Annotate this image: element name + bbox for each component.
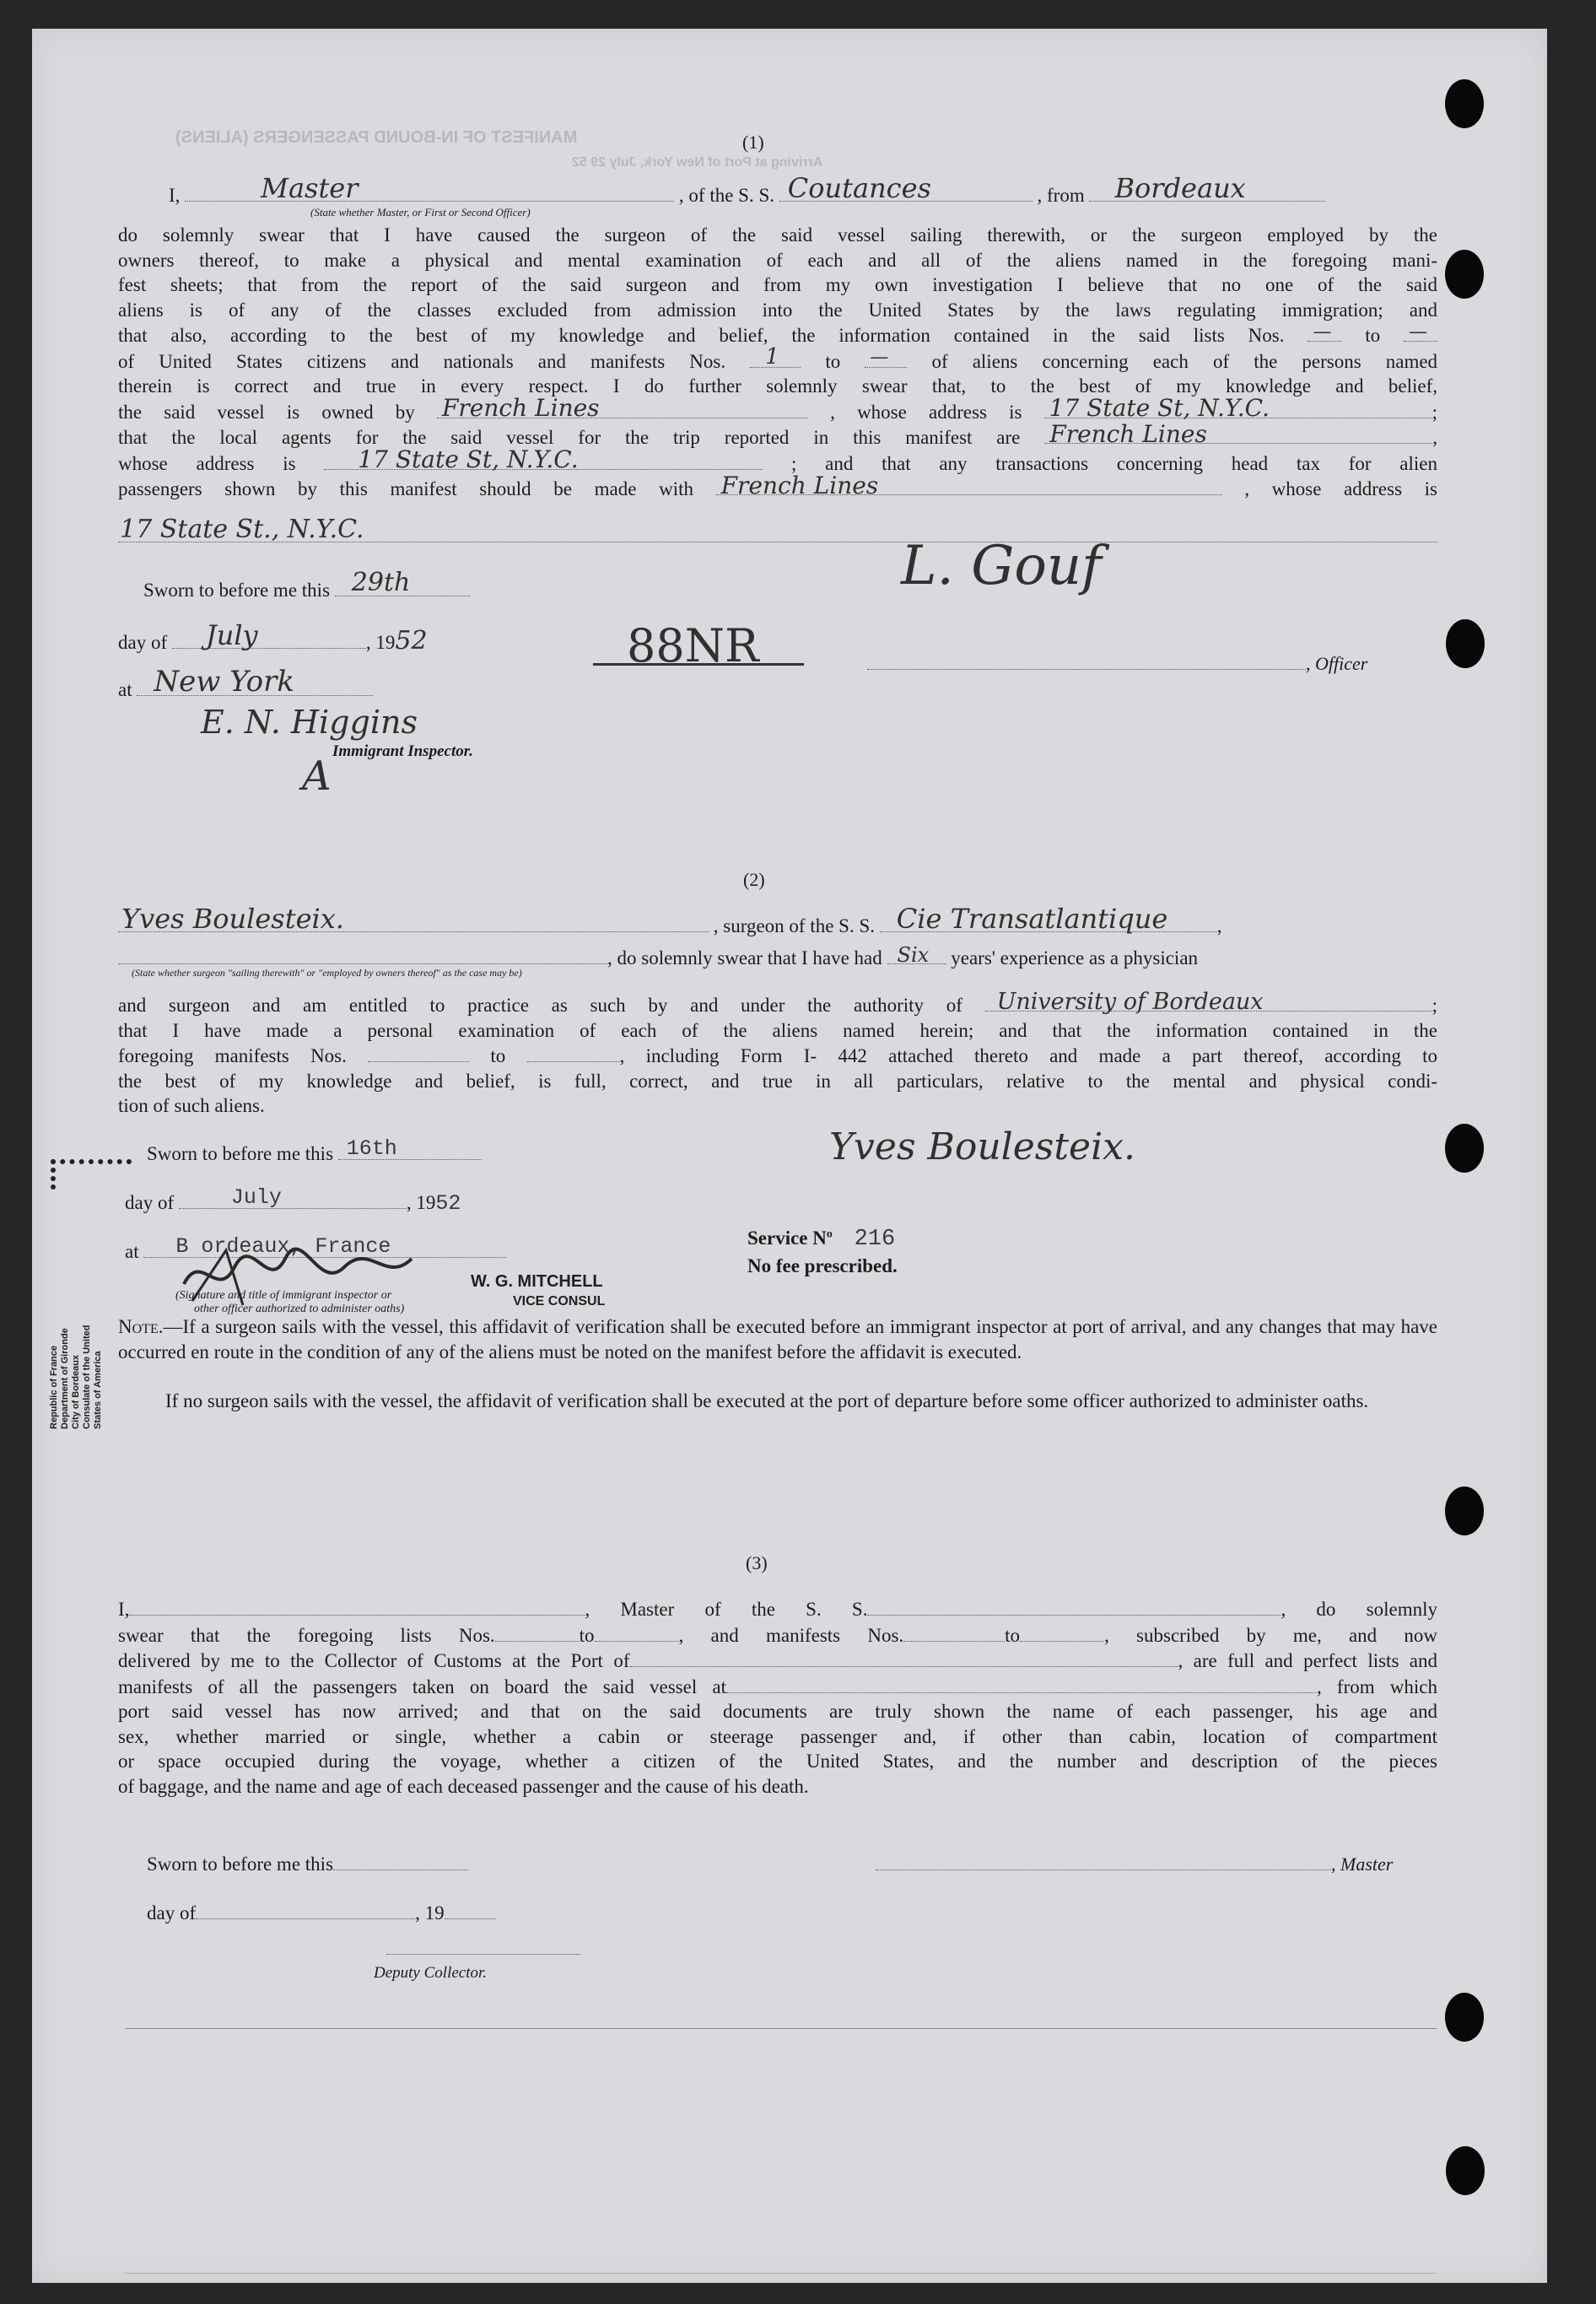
lists-from-field: — [1308, 322, 1341, 342]
port-field [1089, 172, 1325, 204]
head-tax-address: 17 State St., N.Y.C. [120, 515, 364, 544]
authority-field: University of Bordeaux [985, 992, 1432, 1012]
surgeon-line: Yves Boulesteix. , surgeon of the S. S. Cie Transatlantique , [118, 913, 1222, 937]
sworn-place: New York [154, 665, 294, 699]
sworn-year: 52 [395, 626, 428, 656]
master-field [185, 172, 674, 204]
punch-hole [1446, 2146, 1485, 2195]
collector-signature-line [386, 1954, 580, 1955]
sworn-month: July [205, 619, 258, 651]
port-value: Bordeaux [1114, 172, 1246, 204]
at-line: at New York [118, 677, 373, 701]
sworn-day: 29th [351, 568, 411, 597]
consul-stamp-name: W. G. MITCHELL [471, 1272, 603, 1291]
manifests-from-field: 1 [750, 348, 801, 368]
seal-perforation [51, 1159, 132, 1190]
sworn-line: Sworn to before me this 29th [143, 577, 470, 602]
master-value: Master [261, 172, 359, 204]
owner-address-field: 17 State St, N.Y.C. [1044, 399, 1432, 418]
collector-paragraph: I, , Master of the S. S. , do solemnly swear that the foregoing lists Nos. to , and manifests Nos. to , subscribed by me, and now delivered by me to the Collector of Customs at the Port of , are full and perfect lists and manifests of all the passengers taken on board the said vessel at , from which port said vessel has now arrived; and that on the said documents are truly shown the name of each passenger, his age and sex, whether married or single, whether a cabin or steerage passenger and, if other than cabin, location of compartment or space occupied during the voyage, whether a citizen of the United States, and the number and description of the pieces of baggage, and the name and age of each deceased passenger and the cause of his death. [118, 1596, 1437, 1799]
surgeon-paragraph: and surgeon and am entitled to practice as such by and under the authority of University of Bordeaux ; that I have made a personal examination of each of the aliens named herein; and that the information contained in the foregoing manifests Nos. to , including Form I- 442 attached thereto and made a part thereof, according to the best of my knowledge and belief, is full, correct, and true in all particulars, relative to the mental and physical condi- tion of such aliens. [118, 988, 1438, 1116]
bleed-through-text: Arriving at Port of New York, July 29 52 [572, 155, 823, 170]
surgeon-signature: Yves Boulesteix. [829, 1125, 1135, 1168]
label: I, [169, 185, 181, 206]
code-underline [593, 663, 804, 666]
head-tax-party-field: French Lines [716, 476, 1222, 495]
punch-hole [1445, 250, 1484, 299]
service-number-value: 216 [854, 1227, 896, 1252]
punch-hole [1446, 619, 1485, 668]
note-paragraph-2: If no surgeon sails with the vessel, the affidavit of verification shall be executed at the port of departure before some officer authorized to administer oaths. [165, 1390, 1369, 1411]
manifests-to-field: — [865, 348, 907, 368]
label: , of the S. S. [678, 185, 775, 206]
caption: (State whether Master, or First or Second Officer) [310, 206, 531, 219]
divider [125, 2273, 1437, 2274]
sworn-place: B ordeaux, France [175, 1234, 391, 1259]
handwritten-code: 88NR [627, 619, 759, 672]
day-of-line: day of July , 1952 [118, 619, 428, 656]
agents-address-field: 17 State St, N.Y.C. [324, 451, 763, 470]
surgeon-swear-line: , do solemnly swear that I have had Six years' experience as a physician [118, 945, 1198, 969]
caption: other officer authorized to administer oaths) [194, 1303, 405, 1315]
surgeon-name-field: Yves Boulesteix. [118, 913, 709, 932]
day-of-line: day of , 19 [147, 1900, 495, 1924]
bleed-through-text: MANIFEST OF IN-BOUND PASSENGERS (ALIENS) [175, 128, 578, 147]
owner-field: French Lines [437, 399, 808, 418]
master-line [169, 172, 1325, 207]
section-number: (2) [743, 869, 765, 890]
punch-hole [1445, 1487, 1484, 1535]
oath-paragraph: do solemnly swear that I have caused the surgeon of the said vessel sailing therewith, or the surgeon employed by the owners thereof, to make a physical and mental examination of each and all of the aliens named in the foregoing mani- fest sheets; that from the report of the said surgeon and from my own investigation I believe that no one of the said aliens is of any of the classes excluded from admission into the United States by the laws regulating immigration; and that also, according to the best of my knowledge and belief, the information contained in the said lists Nos. — to — of United States citizens and nationals and manifests Nos. 1 to — of aliens concerning each of the persons named therein is correct and true in every respect. I do further solemnly swear that, to the best of my knowledge and belief, the said vessel is owned by French Lines , whose address is 17 State St, N.Y.C. ; that the local agents for the said vessel for the trip reported in this manifest are French Lines , whose address is 17 State St, N.Y.C. ; and that any transactions concerning head tax for alien passengers shown by this manifest should be made with French Lines , whose address is [118, 224, 1438, 499]
inspector-signature: E. N. Higgins [201, 704, 418, 741]
label: , from [1037, 185, 1085, 206]
punch-hole [1445, 79, 1484, 128]
officer-signature: L. Gouf [901, 535, 1102, 597]
day-of-line: day of July , 1952 [125, 1185, 461, 1216]
vessel-field [779, 172, 1033, 204]
no-fee: No fee prescribed. [747, 1255, 898, 1276]
divider [125, 2028, 1437, 2029]
punch-hole [1445, 1124, 1484, 1173]
caption: (Signature and title of immigrant inspector or [175, 1289, 392, 1302]
at-line: at B ordeaux, France [125, 1238, 506, 1263]
consul-stamp-title: VICE CONSUL [513, 1294, 606, 1308]
note-paragraph: Note.—If a surgeon sails with the vessel, this affidavit of verification shall be executed before an immigrant inspector at port of arrival, and any changes that may have occurred en route in the condition of any of the aliens must be noted on the manifest before the affidavit is executed. [118, 1316, 1437, 1362]
section-number: (3) [746, 1552, 768, 1573]
manifest-page [32, 29, 1547, 2283]
inspector-caption: Immigrant Inspector. [332, 742, 473, 760]
years-field: Six [887, 945, 946, 964]
service-number: Service $N^o$ 216 [747, 1227, 896, 1252]
sworn-line: Sworn to before me this [147, 1851, 468, 1875]
surgeon-vessel-field: Cie Transatlantique [880, 913, 1217, 932]
collector-caption: Deputy Collector. [374, 1964, 488, 1982]
sworn-line: Sworn to before me this 16th [147, 1141, 482, 1165]
punch-hole [1445, 1993, 1484, 2042]
sworn-day: 16th [346, 1136, 397, 1161]
officer-line: , Officer [867, 650, 1367, 675]
caption: (State whether surgeon "sailing therewith" or "employed by owners thereof" as the case may be) [132, 967, 522, 979]
agents-field: French Lines [1044, 424, 1432, 444]
section-number: (1) [742, 132, 764, 153]
inspector-initial: A [302, 753, 332, 800]
lists-to-field: — [1404, 322, 1437, 342]
consulate-seal: Republic of France Department of Gironde City of Bordeaux Consulate of the United States of America [49, 1325, 103, 1429]
sworn-year: 52 [435, 1191, 461, 1216]
master-line: , Master [876, 1851, 1393, 1875]
vessel-value: Coutances [787, 172, 931, 204]
sworn-month: July [230, 1185, 282, 1210]
